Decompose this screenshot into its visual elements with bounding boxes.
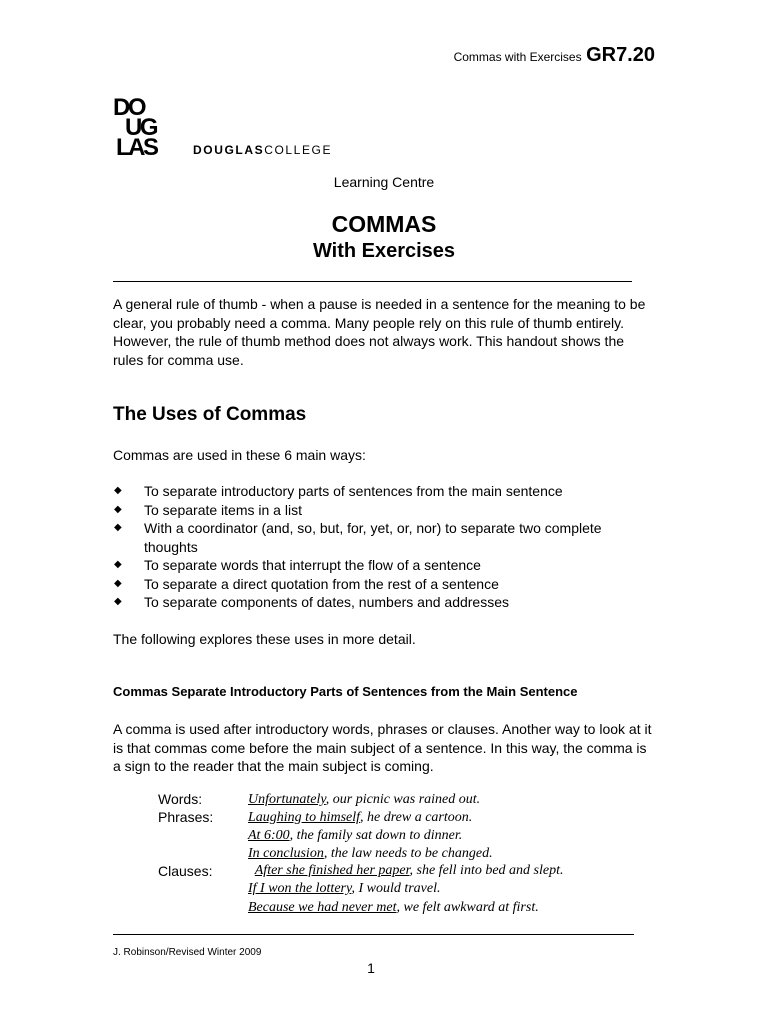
uses-list [113, 482, 658, 612]
title-divider [113, 281, 632, 282]
example-sentence [248, 863, 564, 879]
example-label-words: Words: [158, 791, 203, 807]
example-underlined: At 6:00 [248, 828, 290, 843]
example-sentence [248, 846, 493, 862]
example-underlined: In conclusion [248, 846, 324, 861]
example-underlined: Laughing to himself [248, 810, 361, 825]
diamond-bullet-icon: ◆ [114, 485, 122, 496]
uses-heading: The Uses of Commas [113, 404, 307, 425]
page-number: 1 [367, 960, 375, 976]
college-name [193, 143, 332, 157]
example-sentence [248, 900, 539, 916]
page-title: COMMAS [331, 211, 437, 237]
department-name: Learning Centre [333, 174, 435, 190]
logo-line-2: UG [125, 114, 156, 141]
list-item-text: To separate items in a list [144, 501, 302, 518]
example-rest: , she fell into bed and slept. [409, 863, 564, 878]
example-indent [248, 863, 255, 878]
example-underlined: Unfortunately [248, 792, 326, 807]
list-item [113, 501, 658, 520]
diamond-bullet-icon: ◆ [114, 503, 122, 515]
page-subtitle: With Exercises [312, 240, 456, 262]
college-name-bold: DOUGLAS [193, 143, 265, 157]
document-code: GR7.20 [586, 44, 655, 66]
list-item-text: To separate components of dates, numbers and addresses [144, 594, 509, 610]
college-name-rest: COLLEGE [264, 143, 333, 157]
example-underlined: Because we had never met [248, 900, 397, 915]
example-sentence [248, 828, 462, 844]
logo-line-1: DO [113, 94, 144, 121]
example-underlined: If I won the lottery [248, 881, 352, 896]
diamond-bullet-icon: ◆ [114, 559, 122, 570]
list-item-text: To separate words that interrupt the flow of a sentence [144, 557, 481, 573]
diamond-bullet-icon: ◆ [114, 577, 122, 589]
intro-paragraph: A general rule of thumb - when a pause is needed in a sentence for the meaning to be clear, you probably need a comma. Many people rely on this rule of thumb entirely. However, the rule of thumb method does not always work. This handout shows the rules for comma use. [113, 296, 646, 368]
section-paragraph: A comma is used after introductory words, phrases or clauses. Another way to look at it is that commas come before the main subject of a sentence. In this way, the comma is a sign to the reader that the main subject is coming. [113, 721, 652, 774]
example-sentence [248, 792, 480, 808]
list-item [113, 556, 658, 575]
douglas-college-logo [113, 93, 179, 157]
list-item-text: To separate introductory parts of sentences from the main sentence [144, 483, 563, 499]
list-item [113, 519, 658, 556]
section-heading: Commas Separate Introductory Parts of Sentences from the Main Sentence [113, 684, 578, 699]
list-item [113, 575, 658, 594]
example-label-clauses: Clauses: [158, 863, 213, 879]
footer-credit: J. Robinson/Revised Winter 2009 [113, 947, 262, 958]
example-rest: , we felt awkward at first. [396, 900, 539, 915]
example-sentence [248, 881, 440, 897]
example-rest: , I would travel. [351, 881, 441, 896]
example-sentence [248, 810, 472, 826]
document-header [0, 44, 655, 67]
example-label-phrases: Phrases: [158, 809, 214, 825]
list-item-text: With a coordinator (and, so, but, for, yet, or, nor) to separate two complete thoughts [144, 520, 602, 555]
logo-line-3: LAS [116, 134, 157, 157]
example-rest: , the law needs to be changed. [323, 846, 493, 861]
list-item [113, 482, 658, 501]
example-underlined: After she finished her paper [254, 863, 410, 878]
example-rest: , our picnic was rained out. [325, 792, 481, 807]
diamond-bullet-icon: ◆ [114, 596, 122, 607]
header-title: Commas with Exercises [453, 50, 582, 64]
example-rest: , he drew a cartoon. [360, 810, 473, 825]
list-item [113, 593, 658, 612]
uses-lead-text: Commas are used in these 6 main ways: [113, 447, 366, 463]
footer-divider [113, 934, 634, 935]
list-item-text: To separate a direct quotation from the rest of a sentence [144, 575, 499, 592]
example-rest: , the family sat down to dinner. [289, 828, 463, 843]
diamond-bullet-icon: ◆ [114, 522, 122, 533]
followup-text: The following explores these uses in more detail. [113, 631, 416, 647]
